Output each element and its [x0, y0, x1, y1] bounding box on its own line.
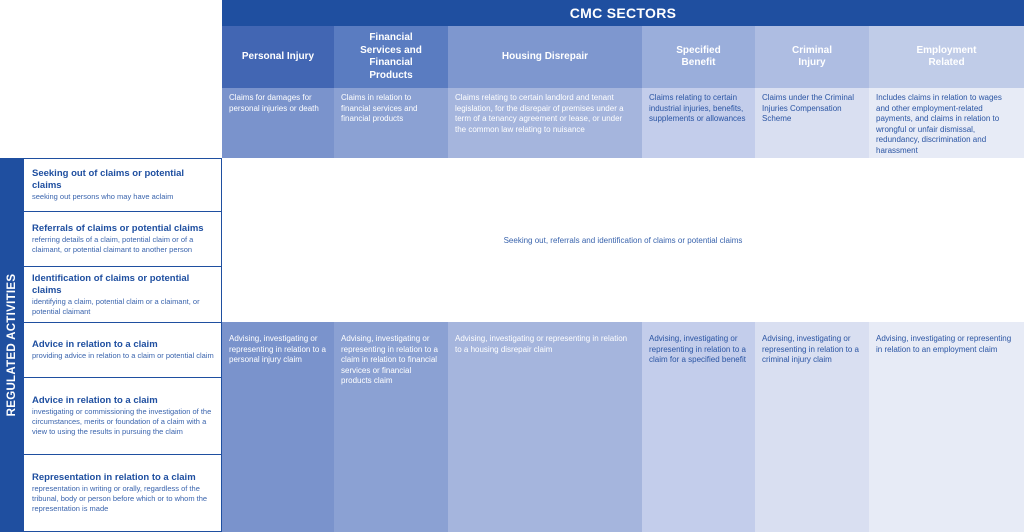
- sector-description-text: Claims relating to certain landlord and tenant legislation, for the disrepair of premises under a term of a tenancy agreement or lease, or under the common law relating to nuisance: [455, 93, 624, 134]
- sector-advice-text: Advising, investigating or representing in relation to a claim for a specified benefit: [649, 334, 746, 364]
- sector-header-financial-services: [334, 26, 448, 88]
- activity-row-advice: [24, 322, 222, 378]
- sector-header-personal-injury: [222, 26, 334, 88]
- shared-activities-label: Seeking out, referrals and identification of claims or potential claims: [503, 235, 743, 245]
- sector-header-criminal-injury: [755, 26, 869, 88]
- sidebar-label: REGULATED ACTIVITIES: [6, 273, 18, 417]
- activity-title: Advice in relation to a claim: [32, 339, 158, 351]
- sector-description: [334, 88, 448, 158]
- activity-description: representation in writing or orally, regardless of the tribunal, body or person before which or to whom the representation is made: [32, 484, 208, 513]
- sector-advice-cell: [448, 322, 642, 532]
- activity-title: Identification of claims or potential claims: [32, 272, 190, 296]
- sector-advice-cell: [222, 322, 334, 532]
- activity-row-seeking-out: [24, 158, 222, 212]
- sector-header-label: Housing Disrepair: [501, 50, 589, 62]
- activity-row-identification: [24, 266, 222, 323]
- shared-activities-text: [222, 158, 1024, 322]
- sector-header-label: Specified Benefit: [676, 44, 721, 68]
- sector-advice-text: Advising, investigating or representing in relation to a personal injury claim: [229, 334, 326, 364]
- sector-header-label: Employment Related: [916, 44, 977, 68]
- sector-description-text: Claims in relation to financial services and financial products: [341, 93, 418, 123]
- sector-description: [755, 88, 869, 158]
- sector-header-employment-related: [869, 26, 1024, 88]
- activity-row-referrals: [24, 211, 222, 267]
- regulated-activities-sidebar: [0, 158, 24, 532]
- activity-description: providing advice in relation to a claim or potential claim: [32, 351, 214, 361]
- activity-title: Referrals of claims or potential claims: [32, 223, 204, 235]
- sector-description-text: Includes claims in relation to wages and other employment-related payments, and claims in relation to wrongful or unfair dismissal, redundancy, discrimination and harassment: [876, 93, 1002, 155]
- activity-description: identifying a claim, potential claim or a claimant, or potential claimant: [32, 296, 200, 316]
- sector-advice-cell: [642, 322, 755, 532]
- activity-title: Advice in relation to a claim: [32, 395, 158, 407]
- sector-header-specified-benefit: [642, 26, 755, 88]
- cmc-sectors-banner: [222, 0, 1024, 26]
- banner-title: CMC SECTORS: [569, 5, 677, 21]
- sector-header-label: Financial Services and Financial Products: [360, 32, 422, 81]
- activity-description: seeking out persons who may have aclaim: [32, 192, 174, 202]
- sector-header-housing-disrepair: [448, 26, 642, 88]
- activity-row-investigation: [24, 377, 222, 455]
- sector-header-label: Criminal Injury: [791, 44, 832, 68]
- sector-advice-cell: [869, 322, 1024, 532]
- sector-description: [222, 88, 334, 158]
- sector-description-text: Claims for damages for personal injuries or death: [229, 93, 319, 113]
- sector-description: [642, 88, 755, 158]
- activity-title: Seeking out of claims or potential claims: [32, 168, 185, 192]
- sector-description-text: Claims relating to certain industrial injuries, benefits, supplements or allowances: [649, 93, 746, 123]
- sector-advice-cell: [334, 322, 448, 532]
- activity-title: Representation in relation to a claim: [32, 472, 196, 484]
- activity-description: investigating or commissioning the investigation of the circumstances, merits or foundation of a claim with a view to using the results in pursuing the claim: [32, 407, 212, 436]
- sector-description: [869, 88, 1024, 158]
- sector-advice-text: Advising, investigating or representing in relation to a claim in relation to financial services or financial products claim: [341, 334, 438, 385]
- sector-header-label: Personal Injury: [241, 50, 315, 62]
- sector-advice-cell: [755, 322, 869, 532]
- sector-description: [448, 88, 642, 158]
- sector-description-text: Claims under the Criminal Injuries Compensation Scheme: [762, 93, 855, 123]
- activity-row-representation: [24, 454, 222, 532]
- sector-advice-text: Advising, investigating or representing in relation to an employment claim: [876, 334, 1012, 354]
- sector-advice-text: Advising, investigating or representing in relation to a criminal injury claim: [762, 334, 859, 364]
- activity-description: referring details of a claim, potential claim or of a claimant, or potential claimant to another person: [32, 235, 194, 254]
- sector-advice-text: Advising, investigating or representing in relation to a housing disrepair claim: [455, 334, 628, 354]
